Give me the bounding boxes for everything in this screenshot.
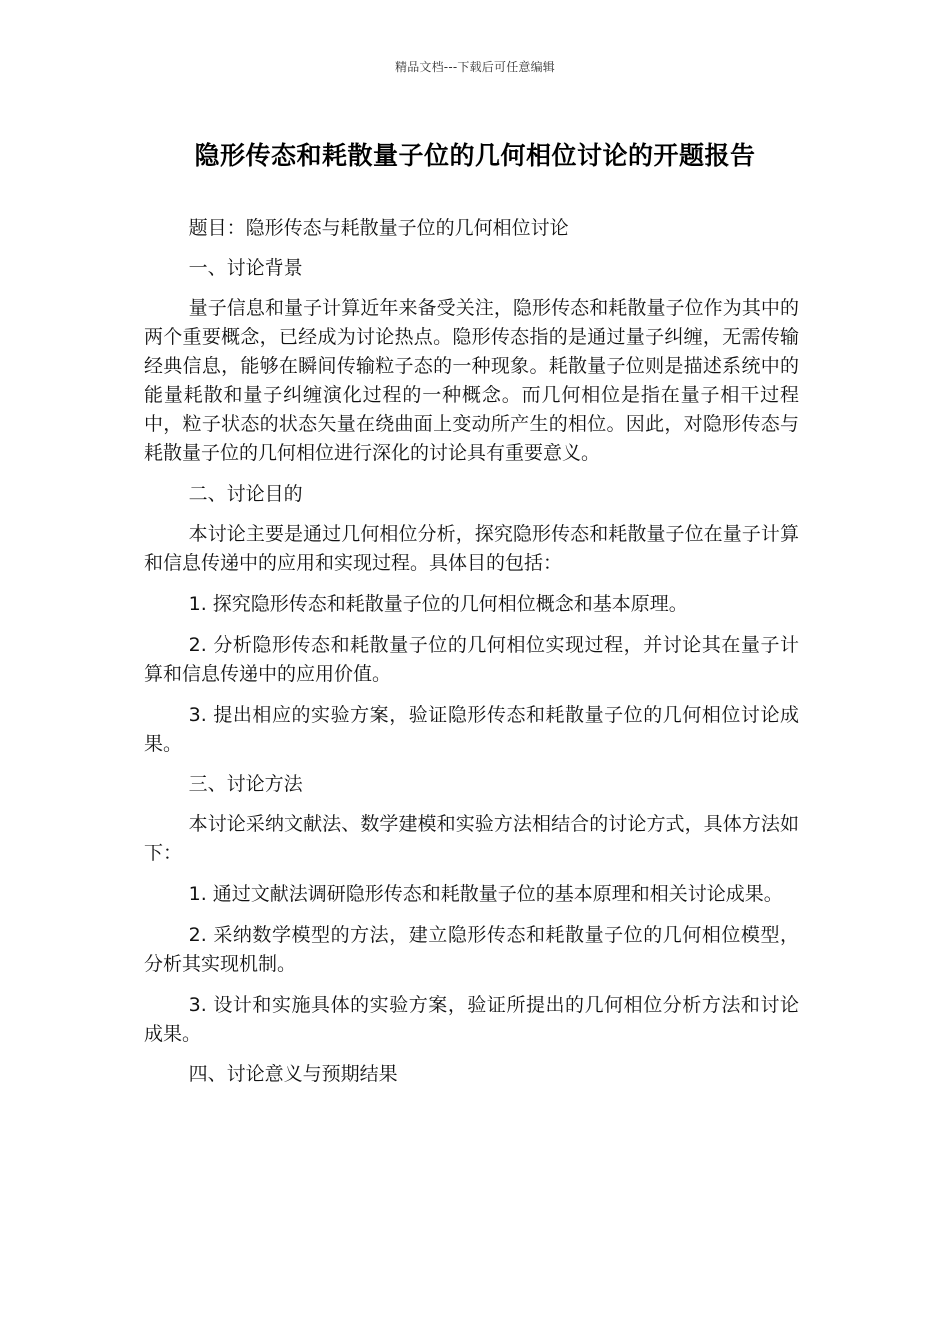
section-heading-significance: 四、讨论意义与预期结果 — [188, 1063, 398, 1085]
topic-line: 题目：隐形传态与耗散量子位的几何相位讨论 — [188, 217, 569, 239]
method-item-3: 3. 设计和实施具体的实验方案，验证所提出的几何相位分析方法和讨论成果。 — [144, 994, 799, 1045]
background-paragraph: 量子信息和量子计算近年来备受关注，隐形传态和耗散量子位作为其中的两个重要概念，已经成为讨论热点。隐形传态指的是通过量子纠缠，无需传输经典信息，能够在瞬间传输粒子态的一种现象。耗散量子位则是描述系统中的能量耗散和量子纠缠演化过程的一种概念。而几何相位是指在量子相干过程中，粒子状态的状态矢量在绕曲面上变动所产生的相位。因此，对隐形传态与耗散量子位的几何相位进行深化的讨论具有重要意义。 — [144, 297, 799, 464]
section-heading-purpose: 二、讨论目的 — [188, 483, 303, 505]
header-note: 精品文档---下载后可任意编辑 — [395, 60, 555, 74]
purpose-paragraph: 本讨论主要是通过几何相位分析，探究隐形传态和耗散量子位在量子计算和信息传递中的应用和实现过程。具体目的包括： — [144, 523, 799, 574]
document-title: 隐形传态和耗散量子位的几何相位讨论的开题报告 — [194, 141, 756, 170]
purpose-item-2: 2. 分析隐形传态和耗散量子位的几何相位实现过程，并讨论其在量子计算和信息传递中的应用价值。 — [144, 634, 799, 685]
section-heading-method: 三、讨论方法 — [188, 773, 303, 795]
method-item-1: 1. 通过文献法调研隐形传态和耗散量子位的基本原理和相关讨论成果。 — [188, 883, 783, 905]
method-paragraph: 本讨论采纳文献法、数学建模和实验方法相结合的讨论方式，具体方法如下： — [144, 813, 799, 864]
section-heading-background: 一、讨论背景 — [188, 257, 303, 279]
purpose-item-3: 3. 提出相应的实验方案，验证隐形传态和耗散量子位的几何相位讨论成果。 — [144, 704, 799, 755]
document-body — [144, 214, 799, 1101]
method-item-2: 2. 采纳数学模型的方法，建立隐形传态和耗散量子位的几何相位模型，分析其实现机制。 — [144, 924, 799, 975]
purpose-item-1: 1. 探究隐形传态和耗散量子位的几何相位概念和基本原理。 — [188, 593, 688, 615]
